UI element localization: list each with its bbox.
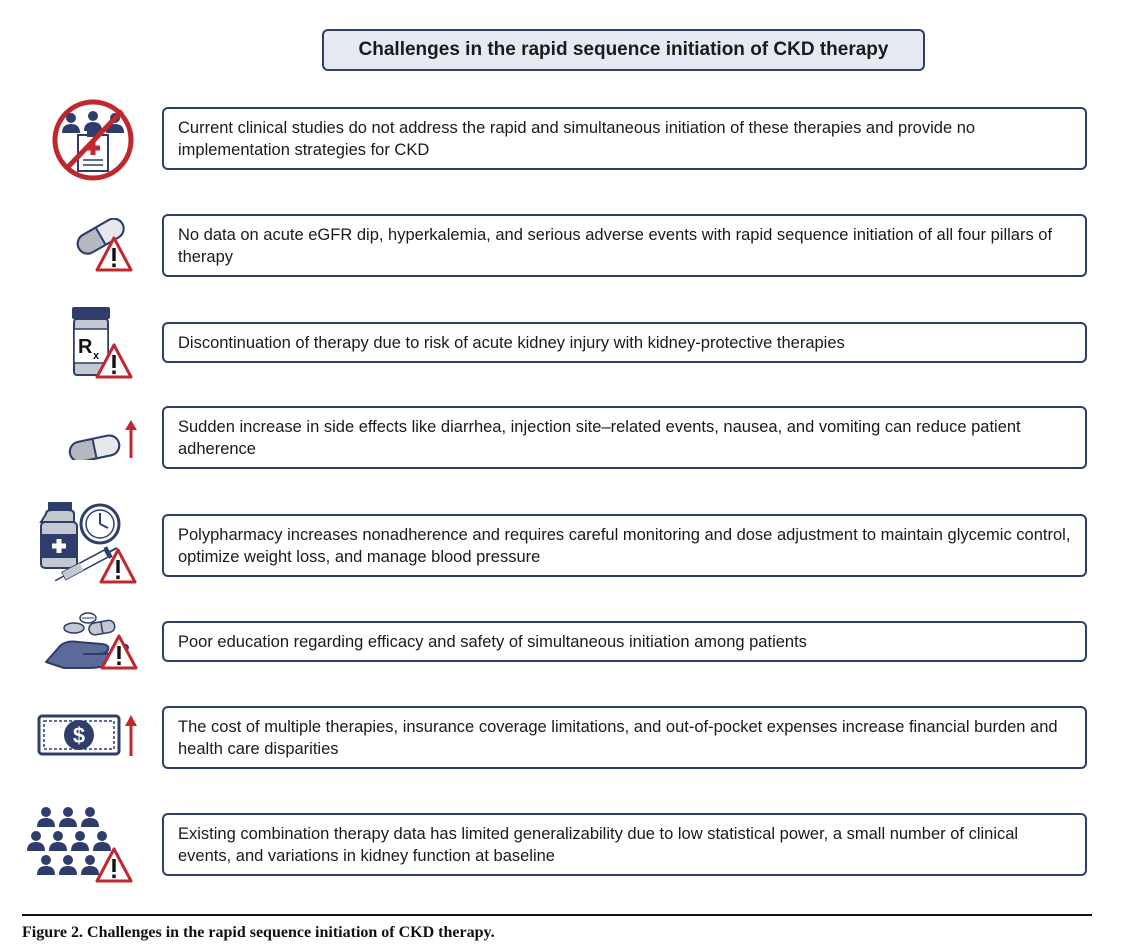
challenge-row-4: Sudden increase in side effects like diarrhea, injection site–related events, nausea, and vomiting can reduce patient adherence	[162, 406, 1087, 469]
rx-bottle-warning-icon	[68, 305, 136, 381]
challenge-row-8: Existing combination therapy data has limited generalizability due to low statistical power, a small number of clinical events, and variations in kidney function at baseline	[162, 813, 1087, 876]
dollar-sign: $	[72, 723, 86, 748]
challenge-row-1: Current clinical studies do not address the rapid and simultaneous initiation of these therapies and provide no implementation strategies for CKD	[162, 107, 1087, 170]
challenge-row-3: Discontinuation of therapy due to risk of acute kidney injury with kidney-protective therapies	[162, 322, 1087, 363]
money-increase-icon	[36, 710, 140, 758]
polypharmacy-warning-icon	[38, 500, 138, 586]
population-warning-icon	[22, 805, 138, 885]
challenge-row-7: The cost of multiple therapies, insurance coverage limitations, and out-of-pocket expenses increase financial burden and health care disparities	[162, 706, 1087, 769]
diagram-title: Challenges in the rapid sequence initiation of CKD therapy	[322, 29, 925, 71]
challenge-row-5: Polypharmacy increases nonadherence and requires careful monitoring and dose adjustment to maintain glycemic control, optimize weight loss, and manage blood pressure	[162, 514, 1087, 577]
hand-pills-warning-icon	[44, 610, 138, 672]
challenge-row-6: Poor education regarding efficacy and safety of simultaneous initiation among patients	[162, 621, 1087, 662]
no-clinical-studies-icon	[50, 97, 136, 183]
caption-rule	[22, 914, 1092, 916]
pill-warning-icon	[72, 218, 136, 274]
rx-sub: x	[93, 350, 100, 362]
rx-label: R	[78, 336, 93, 358]
challenge-row-2: No data on acute eGFR dip, hyperkalemia, and serious adverse events with rapid sequence initiation of all four pillars of therapy	[162, 214, 1087, 277]
pill-increase-icon	[68, 418, 140, 460]
figure-caption: Figure 2. Challenges in the rapid sequence initiation of CKD therapy.	[22, 924, 495, 941]
